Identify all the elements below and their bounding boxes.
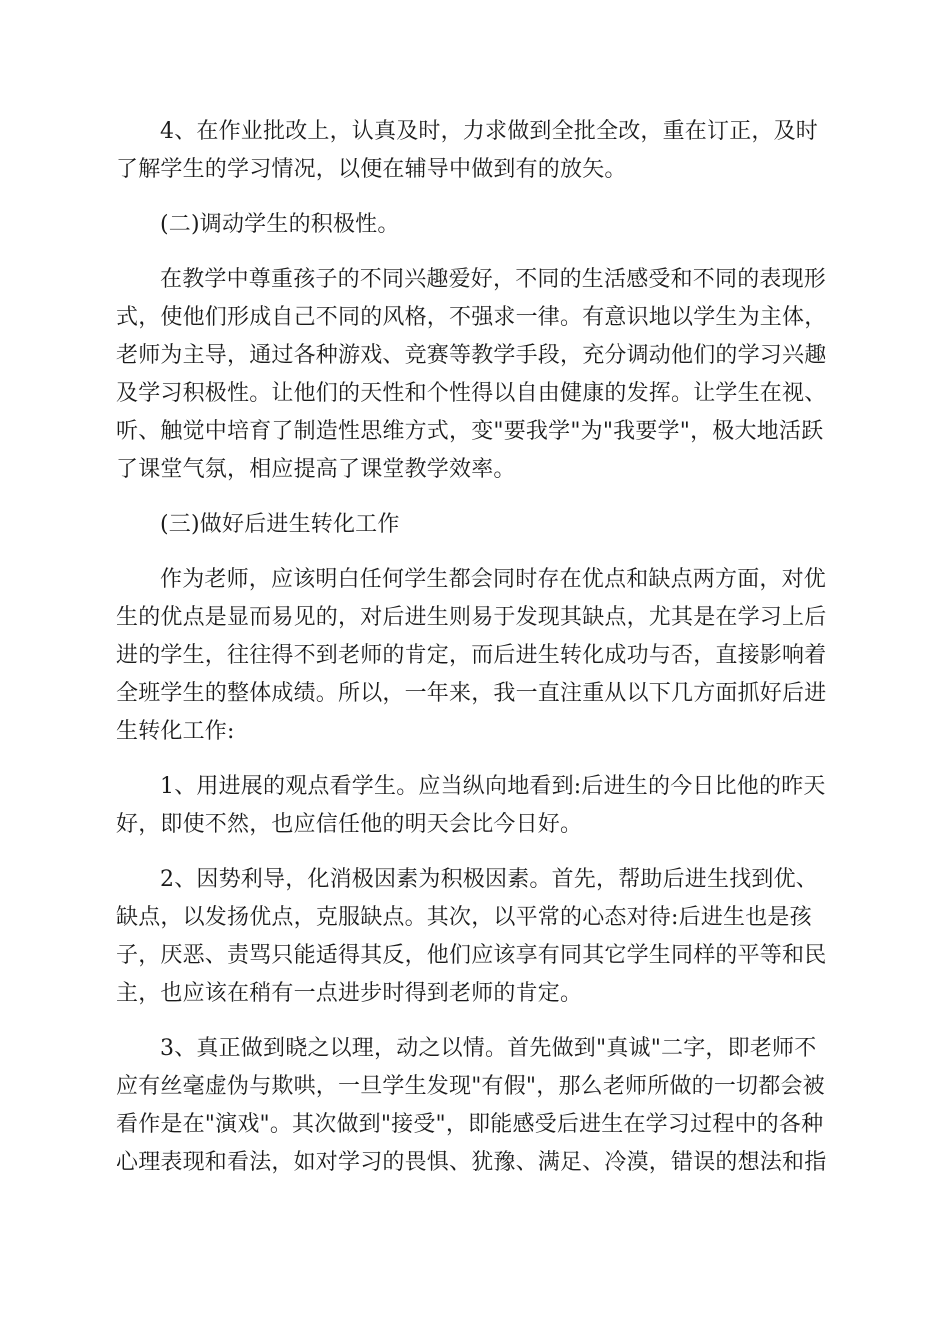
text-line — [0, 414, 950, 450]
paragraph-text: 缺点，以发扬优点，克服缺点。其次，以平常的心态对待:后进生也是孩 — [116, 905, 812, 930]
paragraph-text: 老师为主导，通过各种游戏、竞赛等教学手段，充分调动他们的学习兴趣 — [116, 343, 827, 368]
text-line — [0, 862, 950, 898]
paragraph-text: 应有丝毫虚伪与欺哄，一旦学生发现"有假"，那么老师所做的一切都会被 — [116, 1074, 825, 1099]
paragraph-text: 生的优点是显而易见的，对后进生则易于发现其缺点，尤其是在学习上后 — [116, 605, 827, 630]
paragraph-text: 式，使他们形成自己不同的风格，不强求一律。有意识地以学生为主体， — [116, 305, 827, 330]
paragraph-text: 生转化工作: — [116, 719, 235, 744]
text-line — [0, 114, 950, 150]
text-line — [0, 976, 950, 1012]
text-line — [0, 938, 950, 974]
paragraph-text: 在教学中尊重孩子的不同兴趣爱好，不同的生活感受和不同的表现形 — [160, 267, 827, 292]
text-line — [0, 1069, 950, 1105]
paragraph-text: 3、真正做到晓之以理，动之以情。首先做到"真诚"二字，即老师不 — [160, 1036, 817, 1061]
paragraph-text: 子，厌恶、责骂只能适得其反，他们应该享有同其它学生同样的平等和民 — [116, 943, 827, 968]
paragraph-text: 全班学生的整体成绩。所以，一年来，我一直注重从以下几方面抓好后进 — [116, 681, 827, 706]
paragraph-text: 进的学生，往往得不到老师的肯定，而后进生转化成功与否，直接影响着 — [116, 643, 827, 668]
section-heading: (三)做好后进生转化工作 — [160, 512, 400, 537]
text-line — [0, 152, 950, 188]
paragraph-text: 心理表现和看法，如对学习的畏惧、犹豫、满足、冷漠，错误的想法和指 — [116, 1150, 827, 1175]
paragraph-text: 听、触觉中培育了制造性思维方式，变"要我学"为"我要学"，极大地活跃 — [116, 419, 824, 444]
paragraph-text: 及学习积极性。让他们的天性和个性得以自由健康的发挥。让学生在视、 — [116, 381, 827, 406]
text-line — [0, 338, 950, 374]
text-line — [0, 507, 950, 543]
text-line — [0, 600, 950, 636]
text-line — [0, 900, 950, 936]
text-line — [0, 300, 950, 336]
text-line — [0, 807, 950, 843]
text-line — [0, 452, 950, 488]
paragraph-text: 2、因势利导，化消极因素为积极因素。首先，帮助后进生找到优、 — [160, 867, 818, 892]
paragraph-text: 作为老师，应该明白任何学生都会同时存在优点和缺点两方面，对优 — [160, 567, 827, 592]
paragraph-text: 1、用进展的观点看学生。应当纵向地看到:后进生的今日比他的昨天 — [160, 774, 826, 799]
paragraph-text: 好，即使不然，也应信任他的明天会比今日好。 — [116, 812, 583, 837]
text-line — [0, 1107, 950, 1143]
text-line — [0, 376, 950, 412]
text-line — [0, 562, 950, 598]
text-line — [0, 1145, 950, 1181]
paragraph-text: 了解学生的学习情况，以便在辅导中做到有的放矢。 — [116, 157, 627, 182]
paragraph-text: 4、在作业批改上，认真及时，力求做到全批全改，重在订正，及时 — [160, 119, 818, 144]
text-line — [0, 676, 950, 712]
paragraph-text: 主，也应该在稍有一点进步时得到老师的肯定。 — [116, 981, 583, 1006]
text-line — [0, 262, 950, 298]
text-line — [0, 638, 950, 674]
text-line — [0, 714, 950, 750]
text-line — [0, 769, 950, 805]
paragraph-text: 了课堂气氛，相应提高了课堂教学效率。 — [116, 457, 516, 482]
text-line — [0, 1031, 950, 1067]
text-line — [0, 207, 950, 243]
section-heading: (二)调动学生的积极性。 — [160, 212, 400, 237]
paragraph-text: 看作是在"演戏"。其次做到"接受"，即能感受后进生在学习过程中的各种 — [116, 1112, 824, 1137]
